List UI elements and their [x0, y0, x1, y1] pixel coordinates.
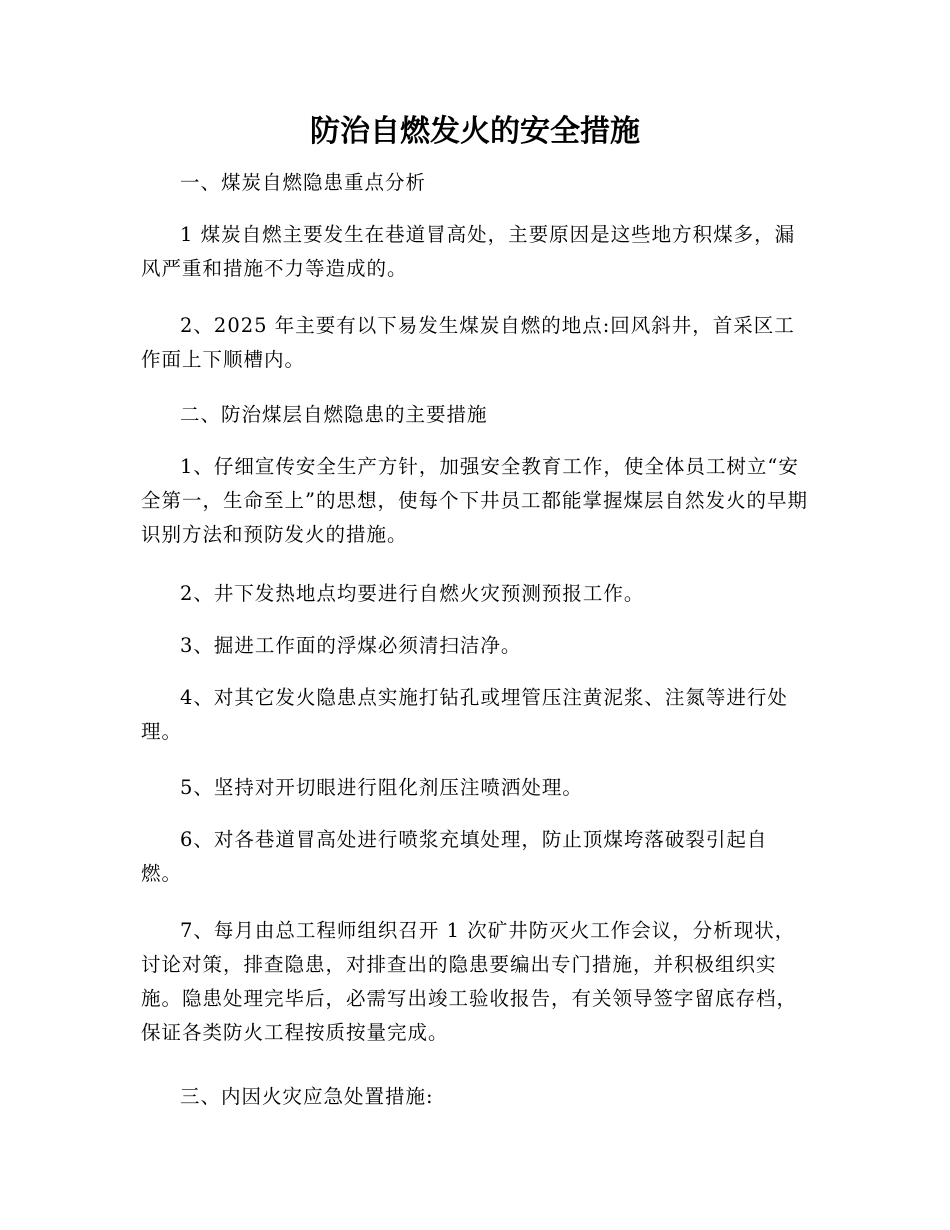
paragraph-2-6: 6、对各巷道冒高处进行喷浆充填处理，防止顶煤垮落破裂引起自燃。	[141, 828, 768, 885]
paragraph-2-3: 3、掘进工作面的浮煤必须清扫洁净。	[180, 634, 522, 657]
paragraph-2-4: 4、对其它发火隐患点实施打钻孔或埋管压注黄泥浆、注氮等进行处理。	[141, 686, 788, 743]
section-heading-2: 二、防治煤层自燃隐患的主要措施	[180, 403, 488, 426]
paragraph-2-1: 1、仔细宣传安全生产方针，加强安全教育工作，使全体员工树立“安全第一，生命至上”的思想，使每个下井员工都能掌握煤层自然发火的早期识别方法和预防发火的措施。	[141, 455, 808, 546]
paragraph-2-2: 2、井下发热地点均要进行自燃火灾预测预报工作。	[180, 582, 645, 605]
paragraph-2-7: 7、每月由总工程师组织召开 1 次矿井防灭火工作会议，分析现状，讨论对策，排查隐患，对排查出的隐患要编出专门措施，并积极组织实施。隐患处理完毕后，必需写出竣工验收报告，有关领导签字留底存档，保证各类防火工程按质按量完成。	[141, 919, 798, 1044]
paragraph-1-1: 1 煤炭自燃主要发生在巷道冒高处，主要原因是这些地方积煤多，漏风严重和措施不力等造成的。	[141, 223, 796, 280]
paragraph-1-2: 2、2025 年主要有以下易发生煤炭自燃的地点:回风斜井，首采区工作面上下顺槽内。	[141, 314, 795, 371]
document-title: 防治自燃发火的安全措施	[310, 114, 640, 149]
section-heading-3: 三、内因火灾应急处置措施:	[180, 1085, 434, 1108]
section-heading-1: 一、煤炭自燃隐患重点分析	[180, 171, 427, 194]
paragraph-2-5: 5、坚持对开切眼进行阻化剂压注喷洒处理。	[180, 776, 583, 799]
